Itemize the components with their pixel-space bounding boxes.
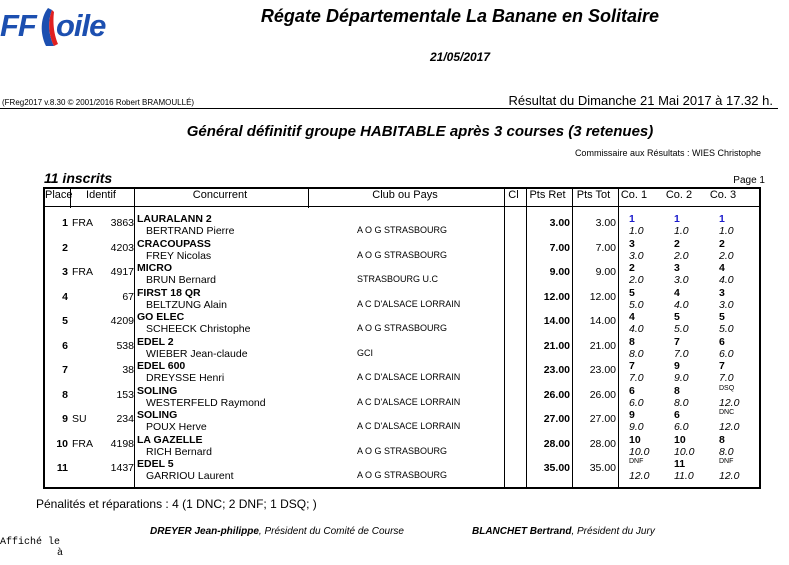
header-co1: Co. 1 — [620, 189, 648, 201]
row-race1-score: 7.0 — [629, 372, 644, 384]
row-pts-ret: 3.00 — [549, 217, 570, 229]
row-race1-place: DNF — [629, 458, 644, 465]
table-header — [43, 187, 761, 207]
jury-signature — [472, 526, 655, 537]
row-skipper: BRUN Bernard — [146, 274, 217, 286]
jury-role: , Président du Jury — [571, 526, 655, 537]
row-race1-place: 1 — [629, 213, 635, 225]
row-skipper: DREYSSE Henri — [146, 372, 225, 384]
row-race1-score: 5.0 — [629, 298, 644, 311]
row-club: A C D'ALSACE LORRAIN — [357, 421, 461, 431]
row-race1-place: 9 — [629, 409, 635, 421]
row-place: 11 — [56, 462, 68, 474]
posted-on-label: Affiché le — [0, 537, 61, 548]
software-credit: (FReg2017 v.8.30 © 2001/2016 Robert BRAMOULLÉ) — [2, 98, 195, 107]
posted-at-label: à — [57, 548, 64, 559]
row-race3-score: 1.0 — [719, 225, 734, 237]
row-race3-score: 12.0 — [719, 396, 740, 409]
row-skipper: BELTZUNG Alain — [146, 298, 227, 311]
row-race1-score: 4.0 — [629, 323, 644, 335]
row-race3-place: 8 — [719, 433, 725, 446]
row-pts-ret: 27.00 — [543, 413, 570, 425]
row-skipper: BERTRAND Pierre — [146, 225, 235, 237]
table-row — [0, 288, 789, 313]
row-race2-score: 1.0 — [674, 225, 689, 237]
table-row — [0, 337, 789, 362]
row-sail-number: 38 — [122, 364, 134, 376]
row-race2-score: 3.0 — [674, 274, 689, 286]
row-sail-number: 4198 — [110, 437, 134, 450]
row-pts-tot: 7.00 — [595, 241, 616, 254]
row-boat-name: SOLING — [137, 409, 178, 421]
row-pts-ret: 14.00 — [543, 315, 570, 327]
row-race3-score: 3.0 — [719, 298, 734, 311]
row-race1-place: 6 — [629, 384, 635, 397]
row-club: A C D'ALSACE LORRAIN — [357, 298, 461, 309]
row-pts-tot: 28.00 — [589, 437, 616, 450]
row-place: 6 — [62, 339, 68, 352]
row-club: A C D'ALSACE LORRAIN — [357, 396, 461, 407]
row-skipper: FREY Nicolas — [146, 249, 212, 262]
regatta-date: 21/05/2017 — [429, 50, 491, 64]
row-nationality: SU — [72, 413, 87, 425]
row-pts-ret: 7.00 — [549, 241, 570, 254]
regatta-title: Régate Départementale La Banane en Solitaire — [260, 6, 660, 26]
row-race3-score: 7.0 — [719, 372, 734, 384]
row-race3-place: 6 — [719, 335, 725, 348]
row-nationality: FRA — [72, 217, 93, 229]
row-place: 1 — [62, 217, 68, 229]
row-race2-score: 9.0 — [674, 372, 689, 384]
row-club: A O G STRASBOURG — [357, 470, 448, 480]
row-place: 8 — [62, 388, 68, 401]
logo-text-oile: oile — [56, 8, 106, 43]
row-club: GCI — [357, 347, 374, 358]
row-sail-number: 234 — [116, 413, 134, 425]
row-pts-tot: 9.00 — [595, 266, 616, 278]
row-pts-ret: 21.00 — [543, 339, 570, 352]
race-committee-name: DREYER Jean-philippe — [150, 526, 259, 537]
row-club: A C D'ALSACE LORRAIN — [357, 372, 461, 382]
row-skipper: SCHEECK Christophe — [146, 323, 251, 335]
row-pts-tot: 3.00 — [595, 217, 616, 229]
row-race2-place: 9 — [674, 360, 680, 372]
row-sail-number: 67 — [122, 290, 134, 303]
row-race2-place: 3 — [674, 262, 680, 274]
row-pts-tot: 12.00 — [589, 290, 616, 303]
row-pts-ret: 12.00 — [543, 290, 570, 303]
row-race1-place: 8 — [629, 335, 635, 348]
row-race2-place: 1 — [674, 213, 680, 225]
row-pts-ret: 28.00 — [543, 437, 570, 450]
row-boat-name: LA GAZELLE — [137, 433, 203, 446]
row-boat-name: EDEL 5 — [137, 458, 174, 470]
row-race1-score: 10.0 — [629, 445, 650, 458]
row-race3-place: 7 — [719, 360, 725, 372]
row-skipper: RICH Bernard — [146, 445, 212, 458]
row-boat-name: CRACOUPASS — [137, 237, 211, 250]
header-concurrent: Concurrent — [192, 189, 248, 201]
row-pts-ret: 9.00 — [549, 266, 570, 278]
row-race3-place: 4 — [719, 262, 725, 274]
header-pts-ret: Pts Ret — [529, 189, 566, 201]
row-pts-tot: 21.00 — [589, 339, 616, 352]
row-sail-number: 153 — [116, 388, 134, 401]
row-boat-name: FIRST 18 QR — [137, 286, 201, 299]
ranking-subtitle: Général définitif groupe HABITABLE après 3 courses (3 retenues) — [186, 123, 654, 140]
row-skipper: GARRIOU Laurent — [146, 470, 234, 482]
row-race2-score: 11.0 — [674, 470, 694, 482]
row-race3-place: 5 — [719, 311, 725, 323]
row-race3-score: 8.0 — [719, 445, 734, 458]
header-pts-tot: Pts Tot — [576, 189, 611, 201]
row-place: 10 — [56, 437, 68, 450]
table-row — [0, 312, 789, 337]
penalties-summary: Pénalités et réparations : 4 (1 DNC; 2 DNF; 1 DSQ; ) — [36, 497, 317, 511]
jury-name: BLANCHET Bertrand — [472, 526, 572, 537]
table-row — [0, 459, 789, 484]
row-pts-ret: 35.00 — [543, 462, 570, 474]
header-co3: Co. 3 — [709, 189, 737, 201]
row-club: A O G STRASBOURG — [357, 445, 448, 456]
row-skipper: WESTERFELD Raymond — [146, 396, 266, 409]
row-race1-place: 4 — [629, 311, 635, 323]
row-club: A O G STRASBOURG — [357, 323, 448, 333]
row-race2-score: 10.0 — [674, 445, 695, 458]
row-race3-place: 3 — [719, 286, 725, 299]
table-row — [0, 386, 789, 411]
row-skipper: WIEBER Jean-claude — [146, 347, 248, 360]
result-timestamp: Résultat du Dimanche 21 Mai 2017 à 17.32 h. — [508, 93, 773, 108]
row-boat-name: EDEL 600 — [137, 360, 186, 372]
row-race3-place: DNF — [719, 458, 734, 465]
row-race2-place: 7 — [674, 335, 680, 348]
row-race1-place: 2 — [629, 262, 635, 274]
row-place: 7 — [62, 364, 68, 376]
commissioner: Commissaire aux Résultats : WIES Christophe — [574, 148, 761, 158]
row-race1-place: 10 — [629, 433, 641, 446]
row-pts-tot: 35.00 — [589, 462, 616, 474]
table-row — [0, 214, 789, 239]
row-race3-score: 5.0 — [719, 323, 734, 335]
row-race1-place: 3 — [629, 237, 635, 250]
row-pts-tot: 26.00 — [589, 388, 616, 401]
row-nationality: FRA — [72, 266, 93, 278]
row-race1-place: 7 — [629, 360, 635, 372]
row-skipper: POUX Herve — [146, 421, 207, 433]
row-race1-score: 1.0 — [629, 225, 644, 237]
race-committee-role: , Président du Comité de Course — [258, 526, 404, 537]
header-co2: Co. 2 — [665, 189, 693, 201]
row-place: 4 — [62, 290, 68, 303]
row-club: STRASBOURG U.C — [357, 274, 439, 284]
row-place: 3 — [62, 266, 68, 278]
row-race1-score: 2.0 — [629, 274, 644, 286]
row-race2-score: 2.0 — [674, 249, 689, 262]
row-race3-score: 12.0 — [719, 421, 740, 433]
race-committee-signature — [150, 526, 404, 537]
row-race2-score: 4.0 — [674, 298, 689, 311]
row-club: A O G STRASBOURG — [357, 225, 448, 235]
row-place: 2 — [62, 241, 68, 254]
row-pts-ret: 26.00 — [543, 388, 570, 401]
row-race3-place: 1 — [719, 213, 725, 225]
row-race2-score: 5.0 — [674, 323, 689, 335]
row-sail-number: 4917 — [110, 266, 134, 278]
row-race2-place: 8 — [674, 384, 680, 397]
row-race1-place: 5 — [629, 286, 635, 299]
table-row — [0, 410, 789, 435]
row-sail-number: 4203 — [110, 241, 134, 254]
row-race2-score: 8.0 — [674, 396, 689, 409]
row-club: A O G STRASBOURG — [357, 249, 448, 260]
row-race3-place: DSQ — [719, 384, 735, 392]
ffvoile-logo — [0, 6, 130, 50]
row-race2-score: 6.0 — [674, 421, 689, 433]
row-pts-tot: 27.00 — [589, 413, 616, 425]
row-boat-name: SOLING — [137, 384, 178, 397]
row-boat-name: MICRO — [137, 262, 172, 274]
row-race3-score: 12.0 — [719, 470, 740, 482]
row-race2-place: 11 — [674, 458, 686, 470]
row-boat-name: EDEL 2 — [137, 335, 174, 348]
row-sail-number: 1437 — [110, 462, 134, 474]
row-race3-score: 6.0 — [719, 347, 734, 360]
row-boat-name: GO ELEC — [137, 311, 185, 323]
row-race2-place: 2 — [674, 237, 680, 250]
row-nationality: FRA — [72, 437, 93, 450]
row-place: 9 — [62, 413, 68, 425]
entrants-count: 11 inscrits — [44, 170, 113, 186]
table-row — [0, 361, 789, 386]
header-identif: Identif — [86, 189, 116, 201]
page-number: Page 1 — [733, 175, 765, 186]
row-race2-place: 5 — [674, 311, 680, 323]
row-race2-place: 6 — [674, 409, 680, 421]
row-race2-score: 7.0 — [674, 347, 689, 360]
row-sail-number: 3863 — [110, 217, 134, 229]
table-row — [0, 435, 789, 460]
row-race1-score: 3.0 — [629, 249, 644, 262]
row-pts-tot: 23.00 — [589, 364, 616, 376]
row-race1-score: 6.0 — [629, 396, 644, 409]
row-sail-number: 538 — [116, 339, 134, 352]
row-race1-score: 8.0 — [629, 347, 644, 360]
row-boat-name: LAURALANN 2 — [137, 213, 212, 225]
row-sail-number: 4209 — [110, 315, 134, 327]
row-race1-score: 12.0 — [629, 470, 650, 482]
row-race3-score: 4.0 — [719, 274, 734, 286]
row-pts-ret: 23.00 — [543, 364, 570, 376]
header-club: Club ou Pays — [372, 189, 438, 201]
row-race3-place: DNC — [719, 409, 735, 416]
header-cl: Cl — [508, 189, 519, 201]
row-race2-place: 4 — [674, 286, 680, 299]
row-race3-score: 2.0 — [719, 249, 734, 262]
table-row — [0, 263, 789, 288]
table-row — [0, 239, 789, 264]
row-pts-tot: 14.00 — [589, 315, 616, 327]
row-place: 5 — [62, 315, 68, 327]
header-divider — [0, 108, 778, 109]
row-race3-place: 2 — [719, 237, 725, 250]
logo-text-ff: FF — [0, 8, 36, 43]
row-race2-place: 10 — [674, 433, 686, 446]
row-race1-score: 9.0 — [629, 421, 644, 433]
header-place: Place — [45, 189, 73, 201]
